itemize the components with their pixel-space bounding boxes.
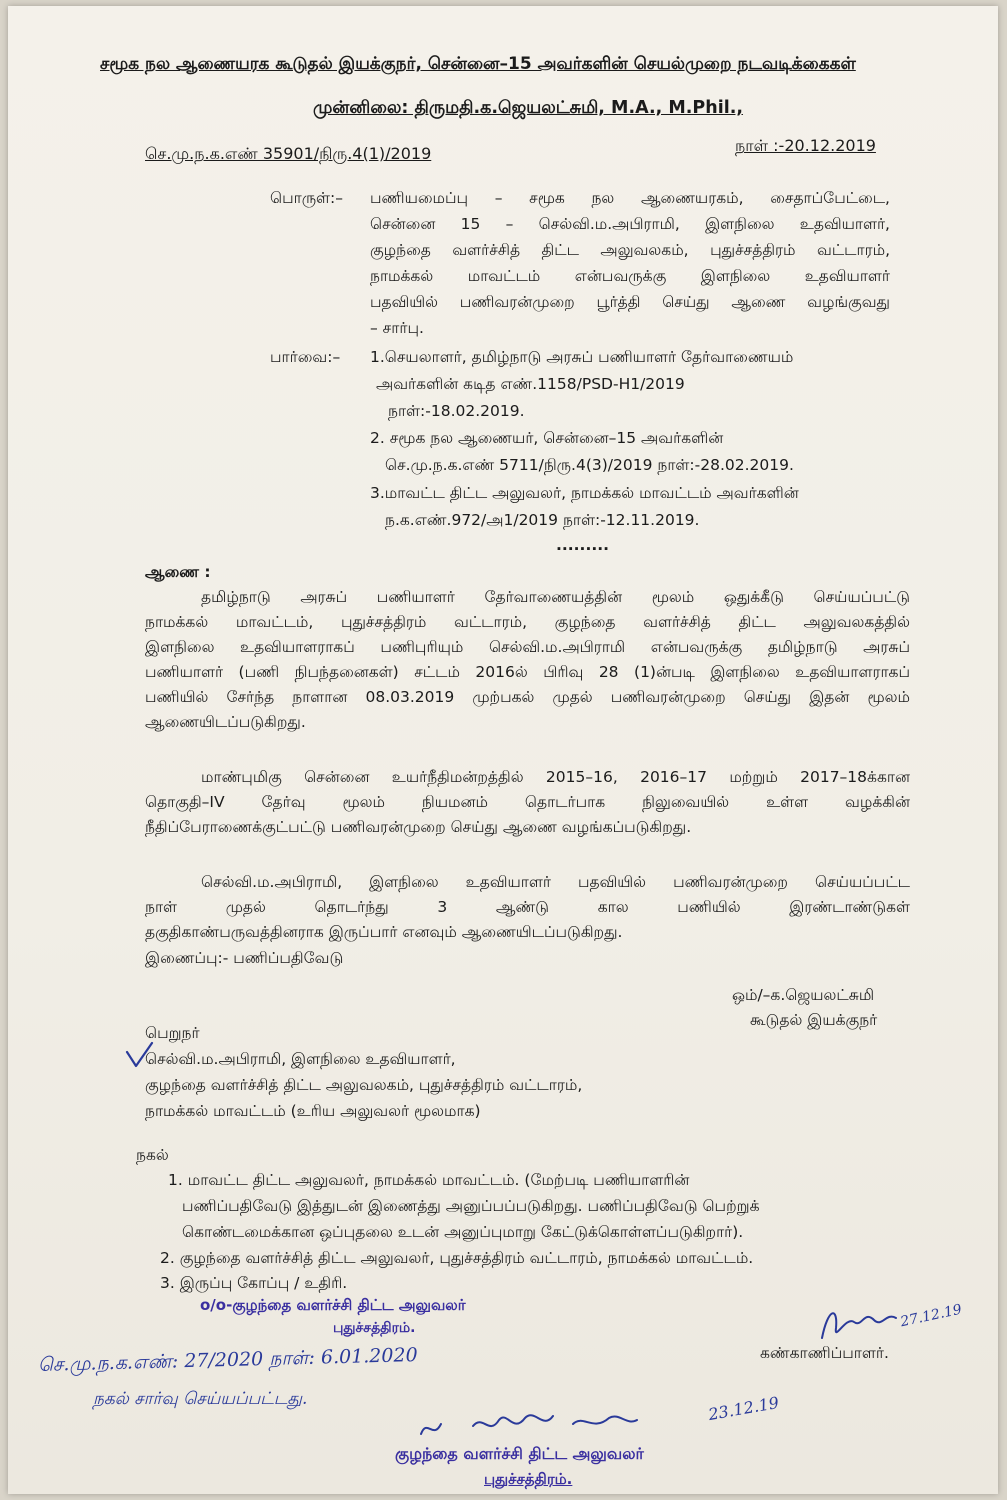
subject-block [370,189,890,345]
subject-line: பணியமைப்பு – சமூக நல ஆணையரகம், சைதாப்பேட்டை, [370,189,890,207]
document-title: சமூக நல ஆணையரக கூடுதல் இயக்குநர், சென்னை–15 அவர்களின் செயல்முறை நடவடிக்கைகள் [100,54,856,74]
copy-line: 1. மாவட்ட திட்ட அலுவலர், நாமக்கல் மாவட்டம். (மேற்படி பணியாளரின் [168,1171,690,1189]
copy-line: பணிப்பதிவேடு இத்துடன் இணைத்து அனுப்பப்படுகிறது. பணிப்பதிவேடு பெற்றுக் [182,1197,760,1215]
signatory-name: ஒம்/–க.ஜெயலட்சுமி [732,986,875,1004]
reference-line: 3.மாவட்ட திட்ட அலுவலர், நாமக்கல் மாவட்டம் அவர்களின் [370,484,799,502]
paragraph-line: நாமக்கல் மாவட்டம், புதுச்சத்திரம் வட்டாரம், குழந்தை வளர்ச்சித் திட்ட அலுவலகத்தில் [145,613,910,631]
subject-line: குழந்தை வளர்ச்சித் திட்ட அலுவலகம், புதுச்சத்திரம் வட்டாரம், [370,241,890,259]
signatory-designation: கூடுதல் இயக்குநர் [750,1011,878,1029]
paragraph-line: மாண்புமிகு சென்னை உயர்நீதிமன்றத்தில் 2015–16, 2016–17 மற்றும் 2017–18க்கான [201,768,910,786]
recipient-line: செல்வி.ம.அபிராமி, இளநிலை உதவியாளர், [145,1050,456,1068]
order-paragraph-2 [145,768,910,843]
subject-line: நாமக்கல் மாவட்டம் என்பவருக்கு இளநிலை உதவியாளர் [370,267,890,285]
officer-stamp-line: குழந்தை வளர்ச்சி திட்ட அலுவலர் [395,1444,644,1463]
reference-separator: ......... [556,536,609,554]
reference-line: நாள்:-18.02.2019. [388,402,525,420]
presence-line: முன்னிலை: திருமதி.க.ஜெயலட்சுமி, M.A., M.Phil., [313,98,743,118]
received-date: 23.12.19 [706,1392,781,1425]
office-stamp-place: புதுச்சத்திரம். [333,1320,416,1336]
officer-stamp-place: புதுச்சத்திரம். [484,1470,573,1488]
copy-label: நகல் [136,1146,169,1164]
paragraph-line: தொகுதி–IV தேர்வு மூலம் நியமனம் தொடர்பாக நிலுவையில் உள்ள வழக்கின் [145,793,910,811]
order-paragraph-3 [145,873,910,948]
subject-line: – சார்பு. [370,319,424,337]
subject-label: பொருள்:– [270,189,344,207]
paragraph-line: பணியில் சேர்ந்த நாளான 08.03.2019 முற்பகல் முதல் பணிவரன்முறை செய்து இதன் மூலம் [145,688,910,706]
reference-line: ந.க.எண்.972/அ1/2019 நாள்:-12.11.2019. [385,511,700,529]
office-stamp-line: o/o-குழந்தை வளர்ச்சி திட்ட அலுவலர் [200,1296,466,1314]
supervisor-label: கண்காணிப்பாளர். [760,1344,889,1362]
subject-line: பதவியில் பணிவரன்முறை பூர்த்தி செய்து ஆணை வழங்குவது [370,293,890,311]
recipient-line: குழந்தை வளர்ச்சித் திட்ட அலுவலகம், புதுச்சத்திரம் வட்டாரம், [145,1076,583,1094]
copy-line: 2. குழந்தை வளர்ச்சித் திட்ட அலுவலர், புதுச்சத்திரம் வட்டாரம், நாமக்கல் மாவட்டம். [160,1249,754,1267]
recipient-label: பெறுநர் [145,1024,200,1042]
paragraph-line: இளநிலை உதவியாளராகப் பணிபுரியும் செல்வி.ம.அபிராமி என்பவருக்கு தமிழ்நாடு அரசுப் [145,638,910,656]
copy-line: கொண்டமைக்கான ஒப்புதலை உடன் அனுப்புமாறு கேட்டுக்கொள்ளப்படுகிறார்). [182,1223,744,1241]
reference-number: செ.மு.ந.க.எண் 35901/நிரு.4(1)/2019 [145,144,432,163]
paragraph-line: தமிழ்நாடு அரசுப் பணியாளர் தேர்வாணையத்தின் மூலம் ஒதுக்கீடு செய்யப்பட்டு [201,588,910,606]
paragraph-line: தகுதிகாண்பருவத்தினராக இருப்பார் எனவும் ஆணையிடப்படுகிறது. [145,923,623,941]
reference-line: 2. சமூக நல ஆணையர், சென்னை–15 அவர்களின் [370,429,724,447]
reference-line: 1.செயலாளர், தமிழ்நாடு அரசுப் பணியாளர் தேர்வாணையம் [370,348,794,366]
order-date: நாள் :-20.12.2019 [735,136,876,155]
paragraph-line: நீதிப்பேராணைக்குட்பட்டு பணிவரன்முறை செய்து ஆணை வழங்கப்படுகிறது. [145,818,692,836]
paragraph-line: ஆணையிடப்படுகிறது. [145,713,306,731]
document-page [8,6,998,1494]
paragraph-line: செல்வி.ம.அபிராமி, இளநிலை உதவியாளர் பதவியில் பணிவரன்முறை செய்யப்பட்ட [201,873,910,891]
order-paragraph-1 [145,588,910,738]
copy-sent-note: நகல் சார்வு செய்யப்பட்டது. [93,1389,308,1409]
signature-date: 27.12.19 [899,1301,964,1331]
order-label: ஆணை : [145,563,211,581]
copy-line: 3. இருப்பு கோப்பு / உதிரி. [160,1274,348,1292]
reference-line: அவர்களின் கடித எண்.1158/PSD-H1/2019 [376,375,685,393]
paragraph-line: நாள் முதல் தொடர்ந்து 3 ஆண்டு கால பணியில் இரண்டாண்டுகள் [145,898,910,916]
reference-line: செ.மு.ந.க.எண் 5711/நிரு.4(3)/2019 நாள்:-28.02.2019. [385,456,794,474]
inward-entry: செ.மு.ந.க.எண்: 27/2020 நாள்: 6.01.2020 [37,1344,418,1376]
officer-signature [413,1406,643,1446]
subject-line: சென்னை 15 – செல்வி.ம.அபிராமி, இளநிலை உதவியாளர், [370,215,890,233]
paragraph-line: பணியாளர் (பணி நிபந்தனைகள்) சட்டம் 2016ல் பிரிவு 28 (1)ன்படி இளநிலை உதவியாளராகப் [145,663,910,681]
enclosure-line: இணைப்பு:- பணிப்பதிவேடு [145,949,344,967]
reference-label: பார்வை:– [270,348,341,366]
recipient-line: நாமக்கல் மாவட்டம் (உரிய அலுவலர் மூலமாக) [145,1102,481,1120]
